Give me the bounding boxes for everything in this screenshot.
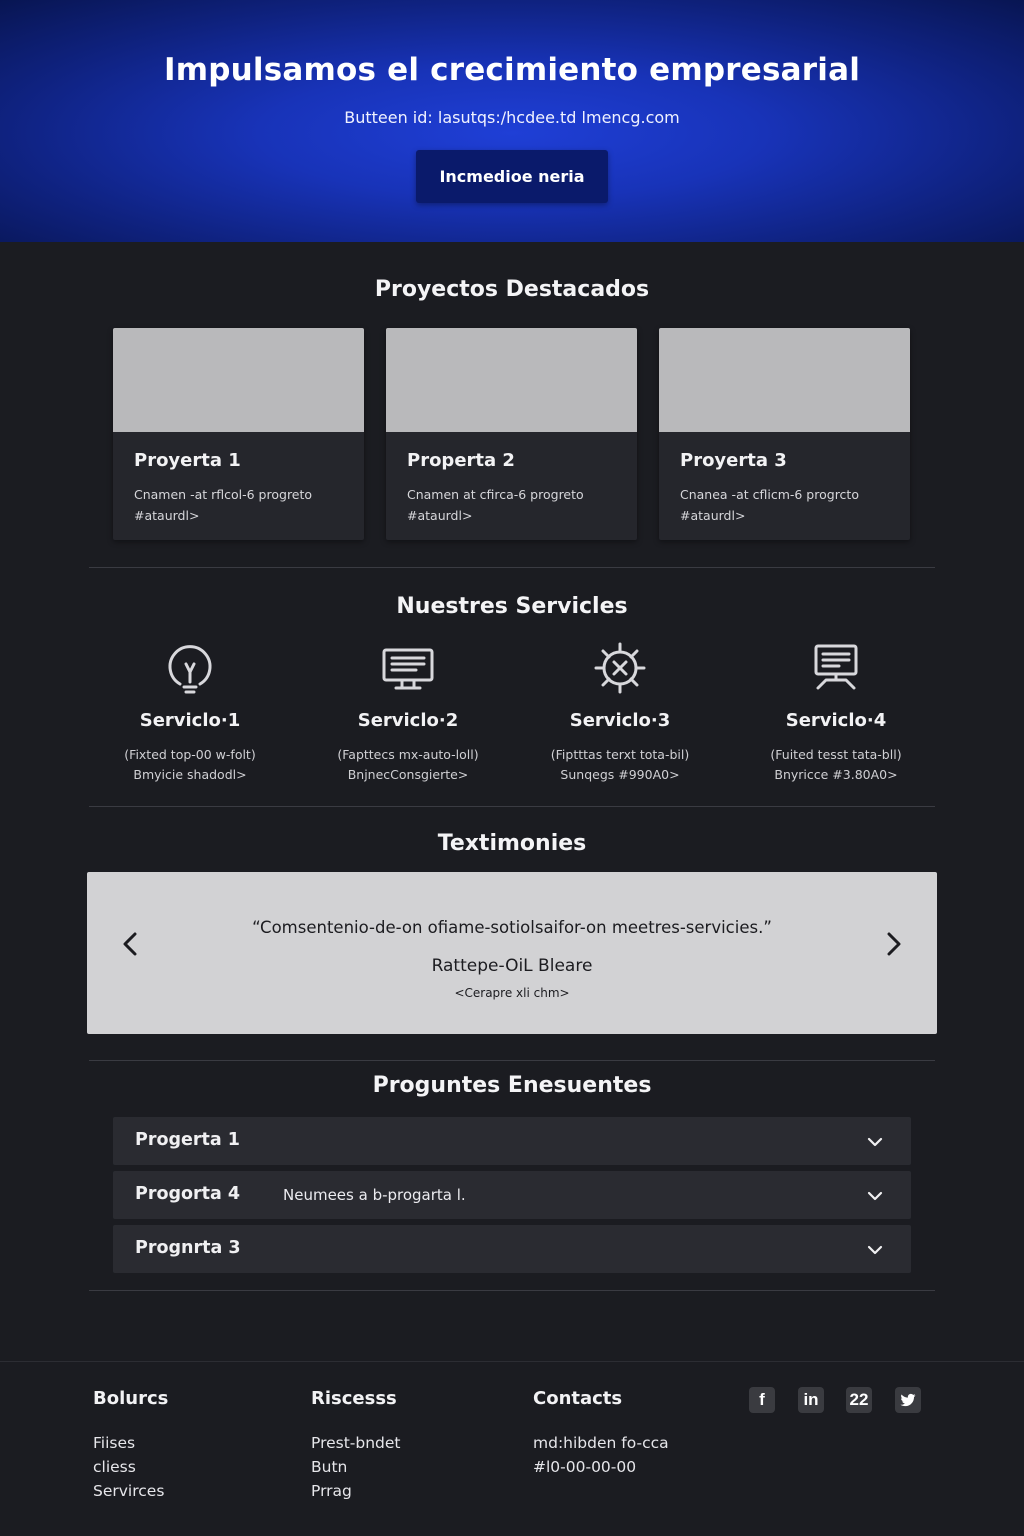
social-22-icon[interactable]: 22 — [846, 1387, 872, 1413]
footer-link[interactable]: Prest-bndet — [311, 1434, 401, 1452]
testimonial-quote: “Comsentenio-de-on ofiame-sotiolsaifor-on meetres-servicies.” — [252, 918, 772, 937]
service-item[interactable] — [736, 640, 936, 785]
project-image-placeholder — [113, 328, 364, 432]
footer-link[interactable]: Butn — [311, 1458, 348, 1476]
faq-section-title: Proguntes Enesuentes — [372, 1073, 652, 1098]
footer-heading: Riscesss — [311, 1388, 397, 1409]
service-desc-line: Bnyricce #3.80A0> — [774, 767, 898, 782]
testimonial-carousel — [87, 872, 937, 1034]
faq-item[interactable] — [113, 1117, 911, 1165]
footer-link[interactable]: Servirces — [93, 1482, 165, 1500]
contact-email: md:hibden fo-cca — [533, 1434, 669, 1452]
service-description — [90, 745, 290, 785]
service-desc-line: Sunqegs #990A0> — [560, 767, 680, 782]
project-image-placeholder — [386, 328, 637, 432]
twitter-bird-icon — [899, 1391, 917, 1409]
section-divider — [89, 567, 935, 568]
project-title: Proyerta 3 — [680, 450, 787, 471]
service-description — [520, 745, 720, 785]
facebook-icon[interactable]: f — [749, 1387, 775, 1413]
chevron-right-icon[interactable] — [875, 924, 915, 964]
gear-icon — [592, 640, 648, 696]
project-image-placeholder — [659, 328, 910, 432]
service-description — [736, 745, 936, 785]
footer-heading: Contacts — [533, 1388, 623, 1409]
footer-link[interactable]: Fiises — [93, 1434, 136, 1452]
presentation-icon — [808, 640, 864, 696]
project-card[interactable] — [659, 328, 910, 540]
section-divider — [89, 1060, 935, 1061]
project-card[interactable] — [113, 328, 364, 540]
lightbulb-icon — [162, 640, 218, 696]
service-description — [308, 745, 508, 785]
service-desc-line: (Fixted top-00 w-folt) — [124, 747, 256, 762]
chevron-down-icon — [867, 1242, 883, 1258]
service-item[interactable] — [520, 640, 720, 785]
footer-link[interactable]: Prrag — [311, 1482, 352, 1500]
service-title: Serviclo·1 — [139, 710, 241, 731]
hero-banner — [0, 0, 1024, 242]
chevron-down-icon — [867, 1134, 883, 1150]
service-desc-line: Bmyicie shadodl> — [133, 767, 247, 782]
monitor-icon — [380, 640, 436, 696]
linkedin-icon[interactable]: in — [798, 1387, 824, 1413]
footer-heading: Bolurcs — [93, 1388, 169, 1409]
faq-question: Progerta 1 — [135, 1130, 240, 1150]
projects-section-title: Proyectos Destacados — [374, 277, 650, 302]
project-description: Cnanea -at cflicm-6 progrcto #ataurdl> — [680, 487, 859, 523]
footer-column — [311, 1388, 401, 1503]
testimonial-author: Rattepe-OiL Bleare — [431, 956, 593, 976]
service-title: Serviclo·3 — [569, 710, 671, 731]
services-section-title: Nuestres Servicles — [396, 594, 628, 619]
testimonial-company: <Cerapre xli chm> — [454, 986, 570, 1000]
twitter-icon[interactable] — [895, 1387, 921, 1413]
hero-cta-button[interactable]: Incmedioe neria — [416, 150, 608, 203]
faq-question: Progorta 4 — [135, 1184, 241, 1204]
footer-column — [93, 1388, 168, 1503]
service-desc-line: BnjnecConsgierte> — [347, 767, 469, 782]
section-divider — [89, 1290, 935, 1291]
faq-item[interactable] — [113, 1171, 911, 1219]
contact-phone: #l0-00-00-00 — [533, 1458, 637, 1476]
service-desc-line: (Fuited tesst tata-bll) — [770, 747, 902, 762]
testimonials-section-title: Textimonies — [437, 831, 587, 856]
project-description: Cnamen at cfirca-6 progreto #ataurdl> — [407, 487, 584, 523]
chevron-down-icon — [867, 1188, 883, 1204]
faq-question: Prognrta 3 — [135, 1238, 241, 1258]
service-desc-line: (Fapttecs mx-auto-loll) — [337, 747, 479, 762]
service-desc-line: (Fiptttas terxt tota-bil) — [550, 747, 690, 762]
section-divider — [89, 806, 935, 807]
project-description: Cnamen -at rflcol-6 progreto #ataurdl> — [134, 487, 313, 523]
service-title: Serviclo·4 — [785, 710, 887, 731]
footer-column — [533, 1388, 669, 1479]
faq-item[interactable] — [113, 1225, 911, 1273]
project-card[interactable] — [386, 328, 637, 540]
faq-answer: Neumees a b-progarta l. — [283, 1186, 466, 1204]
footer-link[interactable]: cliess — [93, 1458, 136, 1476]
hero-title: Impulsamos el crecimiento empresarial — [163, 52, 861, 88]
service-item[interactable] — [90, 640, 290, 785]
footer-divider — [0, 1361, 1024, 1362]
project-title: Proyerta 1 — [134, 450, 241, 471]
service-item[interactable] — [308, 640, 508, 785]
service-title: Serviclo·2 — [357, 710, 459, 731]
project-title: Properta 2 — [407, 450, 515, 471]
hero-subtitle: Butteen id: lasutqs:/hcdee.td lmencg.com — [344, 108, 680, 127]
